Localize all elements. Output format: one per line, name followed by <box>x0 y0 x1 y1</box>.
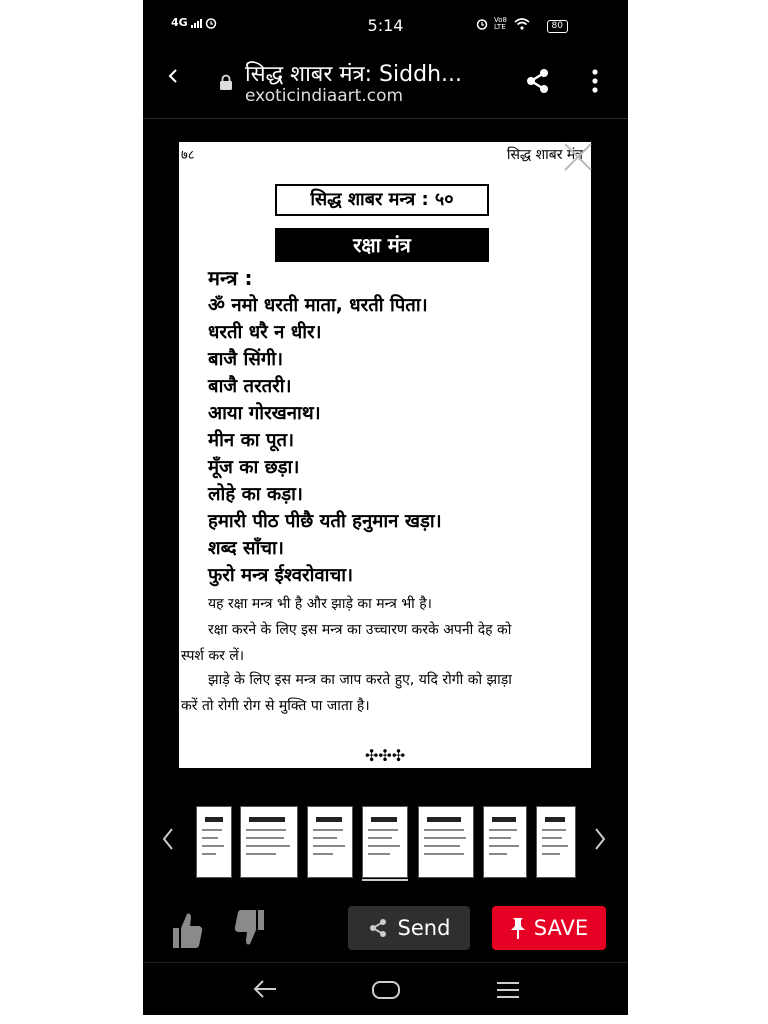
browser-header <box>143 52 628 119</box>
back-arrow-icon[interactable] <box>251 977 279 1001</box>
thumbs-down-icon <box>232 908 268 950</box>
paragraph-line: करें तो रोगी रोग से मुक्ति पा जाता है। <box>181 698 370 714</box>
wifi-icon <box>514 18 530 30</box>
mantra-line: हमारी पीठ पीछै यती हनुमान खड़ा। <box>208 511 442 532</box>
dislike-button[interactable] <box>232 908 268 954</box>
mantra-line: फुरो मन्त्र ईश्वरोवाचा। <box>208 565 354 586</box>
status-bar <box>143 0 628 52</box>
mantra-line: ॐ नमो धरती माता, धरती पिता। <box>208 295 428 316</box>
action-bar <box>143 900 628 962</box>
like-button[interactable] <box>169 908 205 954</box>
thumbnail[interactable] <box>483 806 527 878</box>
share-button[interactable] <box>523 66 553 100</box>
save-label: SAVE <box>533 916 589 940</box>
next-image-button[interactable] <box>593 826 607 859</box>
mantra-label: मन्त्र : <box>208 266 253 290</box>
mantra-line: बाजै सिंगी। <box>208 349 284 370</box>
paragraph-line: झाड़े के लिए इस मन्त्र का जाप करते हुए, यदि रोगी को झाड़ा <box>208 672 512 688</box>
alarm-icon <box>476 18 488 30</box>
prev-image-button[interactable] <box>161 826 175 859</box>
more-vertical-icon <box>591 68 599 94</box>
chevron-left-icon <box>161 826 175 852</box>
document-image[interactable] <box>179 142 591 768</box>
more-options-button[interactable] <box>591 68 599 98</box>
mantra-line: बाजै तरतरी। <box>208 376 292 397</box>
chevron-left-icon <box>167 66 179 86</box>
thumbnail[interactable] <box>307 806 353 878</box>
clock: 5:14 <box>367 16 404 35</box>
system-nav-bar <box>143 962 628 1015</box>
volte-indicator: Vo8 LTE <box>494 16 507 31</box>
send-button[interactable] <box>348 906 470 950</box>
lock-icon <box>219 74 233 90</box>
menu-icon[interactable] <box>495 979 521 1001</box>
chapter-title-box: सिद्ध शाबर मन्त्र : ५० <box>275 184 489 216</box>
share-icon <box>368 918 388 938</box>
share-icon <box>523 66 553 96</box>
paragraph-line: यह रक्षा मन्त्र भी है और झाड़े का मन्त्र भी है। <box>208 596 432 612</box>
thumbs-up-icon <box>169 908 205 950</box>
page-title: सिद्ध शाबर मंत्र: Siddh... <box>245 62 462 87</box>
close-icon[interactable] <box>561 140 595 174</box>
mantra-line: धरती धरै न धीर। <box>208 322 322 343</box>
paragraph-line: रक्षा करने के लिए इस मन्त्र का उच्चारण करके अपनी देह को <box>208 622 512 638</box>
selected-indicator <box>362 879 408 881</box>
network-type: 4G <box>171 16 188 29</box>
mantra-line: मूँज का छड़ा। <box>208 457 300 478</box>
thumbnail[interactable] <box>196 806 232 878</box>
thumbnail-strip <box>143 790 628 900</box>
save-button[interactable] <box>492 906 606 950</box>
page-number: ७८ <box>181 148 195 163</box>
mantra-line: लोहे का कड़ा। <box>208 484 303 505</box>
back-button[interactable] <box>167 66 179 92</box>
send-label: Send <box>397 916 451 940</box>
thumbnail[interactable] <box>418 806 474 878</box>
mantra-line: शब्द साँचा। <box>208 538 284 559</box>
thumbnail[interactable] <box>536 806 576 878</box>
battery-indicator: 80 <box>547 20 568 33</box>
pin-icon <box>510 916 526 940</box>
mantra-line: मीन का पूत। <box>208 430 295 451</box>
mantra-line: आया गोरखनाथ। <box>208 403 321 424</box>
thumbnail[interactable] <box>240 806 298 878</box>
running-head: सिद्ध शाबर मंत्र <box>506 147 583 163</box>
phone-screen <box>143 0 628 1015</box>
thumbnail-selected[interactable] <box>362 806 408 878</box>
status-right <box>476 17 530 31</box>
section-banner: रक्षा मंत्र <box>275 228 489 262</box>
section-ornament: ✣✣✣ <box>365 746 406 765</box>
chevron-right-icon <box>593 826 607 852</box>
paragraph-line: स्पर्श कर लें। <box>181 648 245 664</box>
page-domain: exoticindiaart.com <box>245 86 404 106</box>
home-icon[interactable] <box>371 979 401 1001</box>
